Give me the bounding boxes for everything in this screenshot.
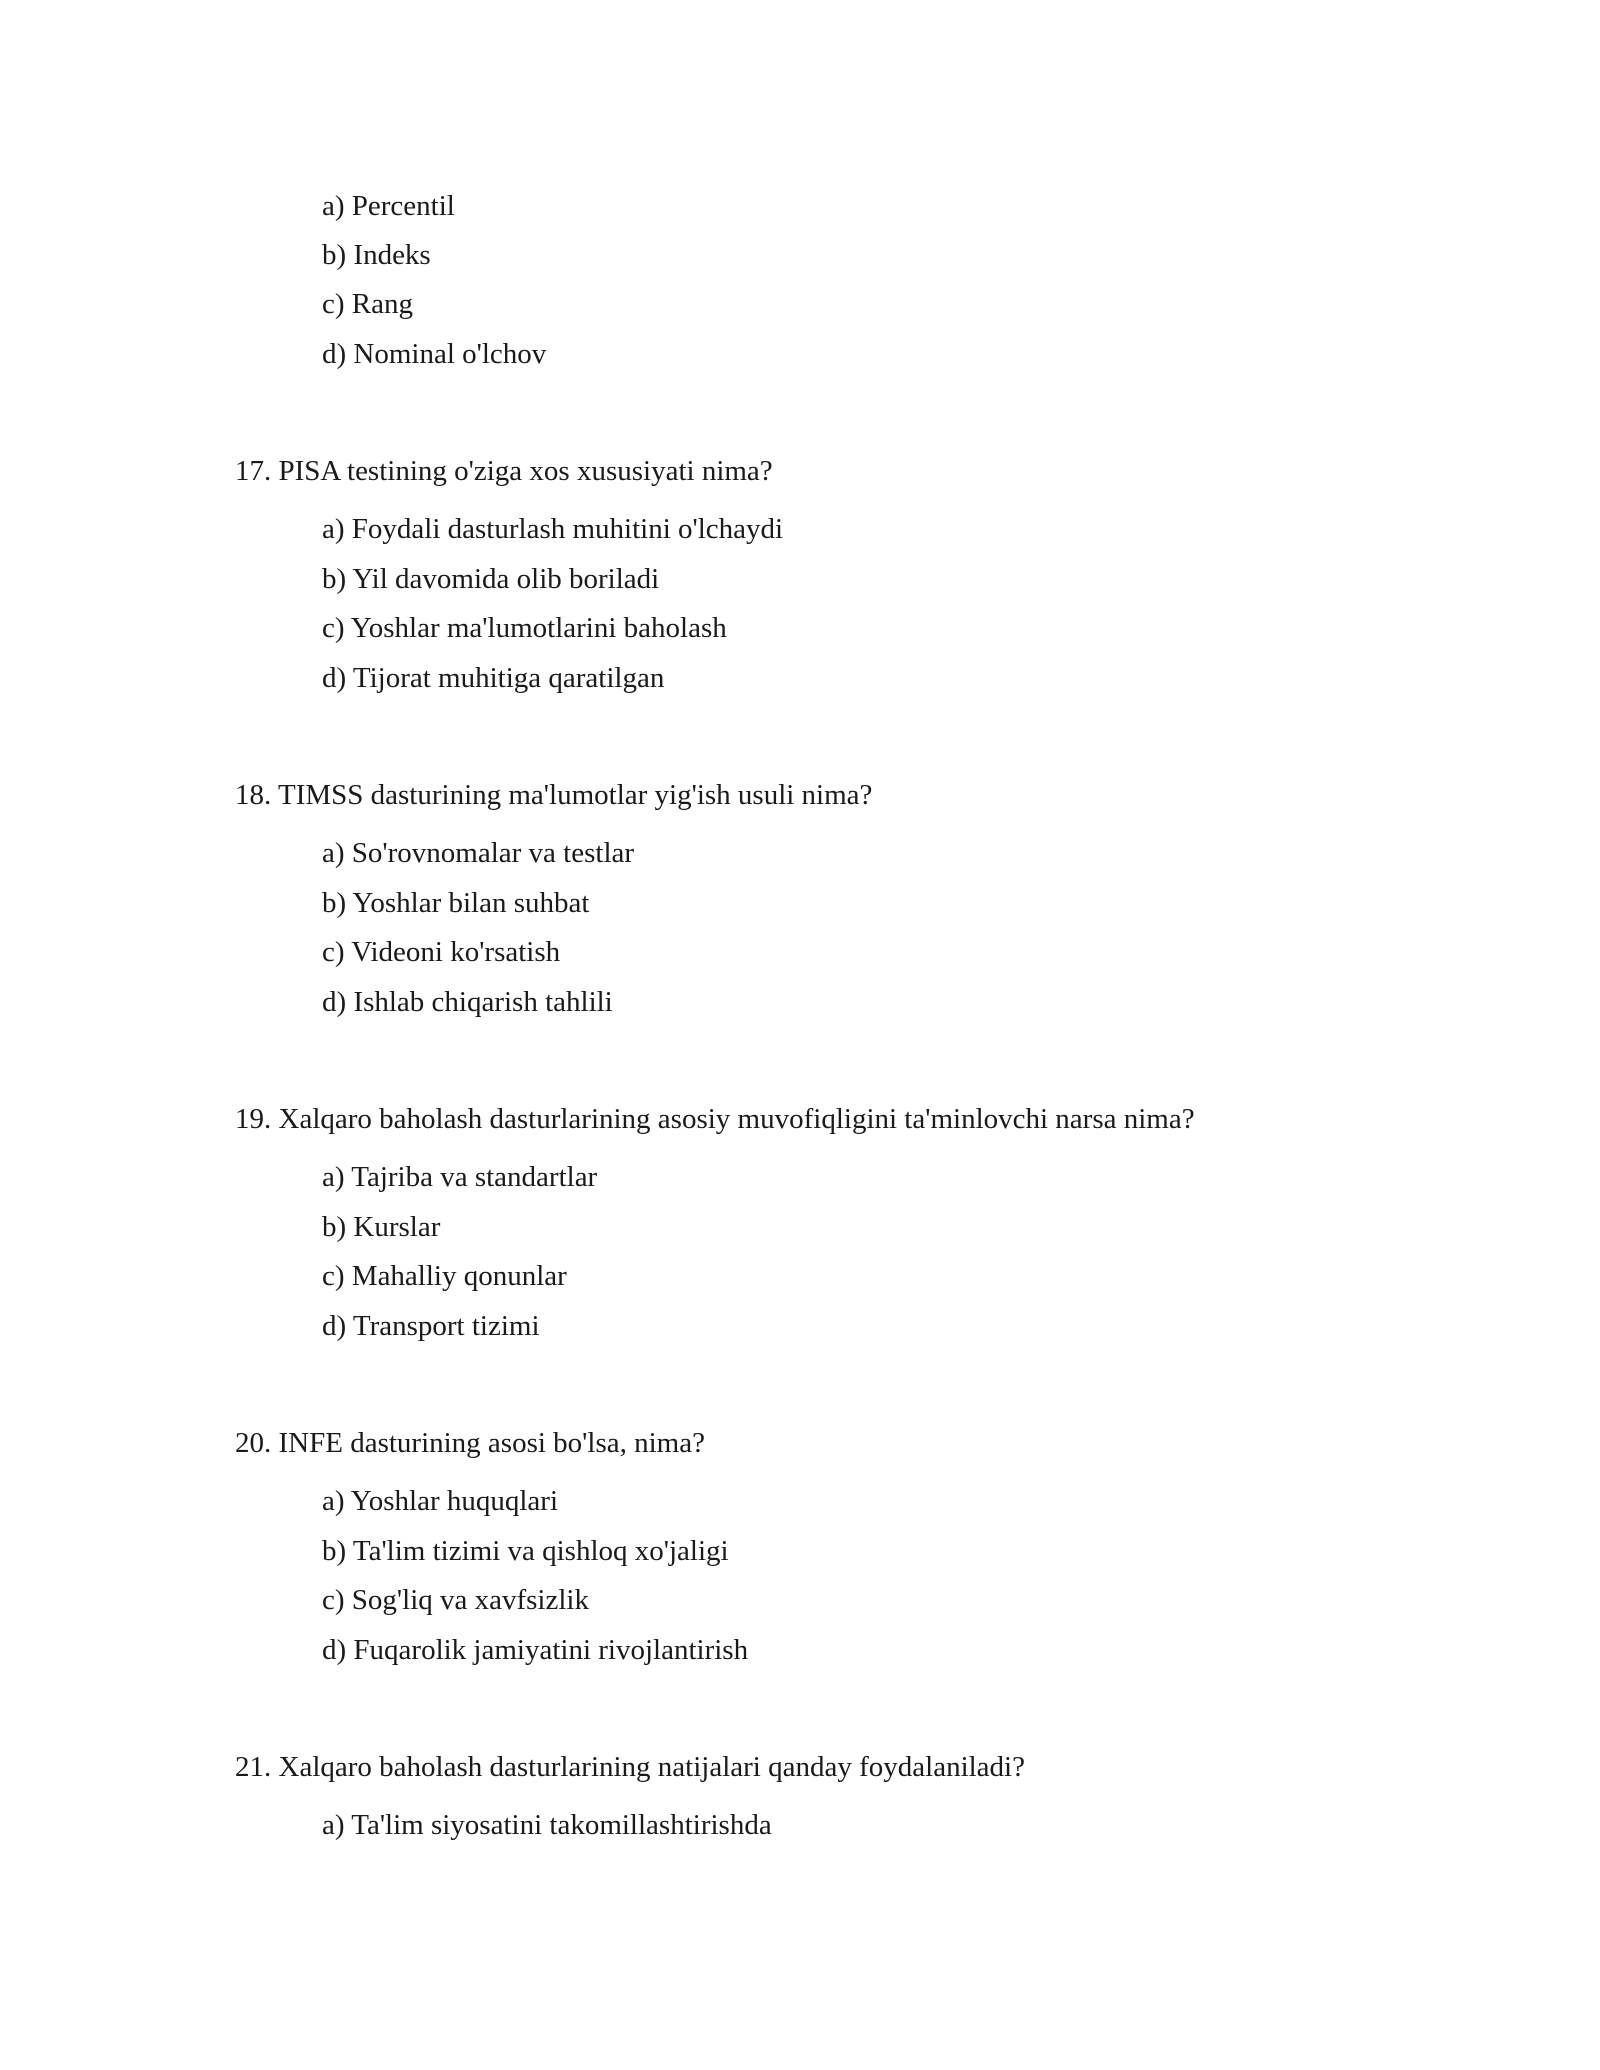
question-text: 19. Xalqaro baholash dasturlarining asosiy muvofiqligini ta'minlovchi narsa nima? <box>235 1103 1195 1135</box>
option-b: b) Kurslar <box>322 1211 441 1243</box>
option-b: b) Ta'lim tizimi va qishloq xo'jaligi <box>322 1535 729 1567</box>
option-c: c) Mahalliy qonunlar <box>322 1260 567 1292</box>
option-a: a) Percentil <box>322 190 455 222</box>
question-text: 18. TIMSS dasturining ma'lumotlar yig'ish usuli nima? <box>235 779 873 811</box>
option-c: c) Videoni ko'rsatish <box>322 936 561 968</box>
option-c: c) Rang <box>322 288 413 320</box>
option-c: c) Yoshlar ma'lumotlarini baholash <box>322 612 727 644</box>
option-d: d) Fuqarolik jamiyatini rivojlantirish <box>322 1634 749 1666</box>
option-b: b) Yil davomida olib boriladi <box>322 563 660 595</box>
option-a: a) Yoshlar huquqlari <box>322 1485 559 1517</box>
option-a: a) Foydali dasturlash muhitini o'lchaydi <box>322 513 784 545</box>
option-d: d) Nominal o'lchov <box>322 338 547 370</box>
option-d: d) Transport tizimi <box>322 1310 540 1342</box>
option-a: a) Tajriba va standartlar <box>322 1161 598 1193</box>
option-c: c) Sog'liq va xavfsizlik <box>322 1584 589 1616</box>
question-text: 21. Xalqaro baholash dasturlarining natijalari qanday foydalaniladi? <box>235 1751 1025 1783</box>
option-b: b) Indeks <box>322 239 431 271</box>
question-text: 20. INFE dasturining asosi bo'lsa, nima? <box>235 1427 705 1459</box>
option-a: a) So'rovnomalar va testlar <box>322 837 635 869</box>
option-d: d) Tijorat muhitiga qaratilgan <box>322 662 665 694</box>
option-b: b) Yoshlar bilan suhbat <box>322 887 590 919</box>
option-d: d) Ishlab chiqarish tahlili <box>322 986 613 1018</box>
question-text: 17. PISA testining o'ziga xos xususiyati nima? <box>235 455 773 487</box>
option-a: a) Ta'lim siyosatini takomillashtirishda <box>322 1809 772 1841</box>
